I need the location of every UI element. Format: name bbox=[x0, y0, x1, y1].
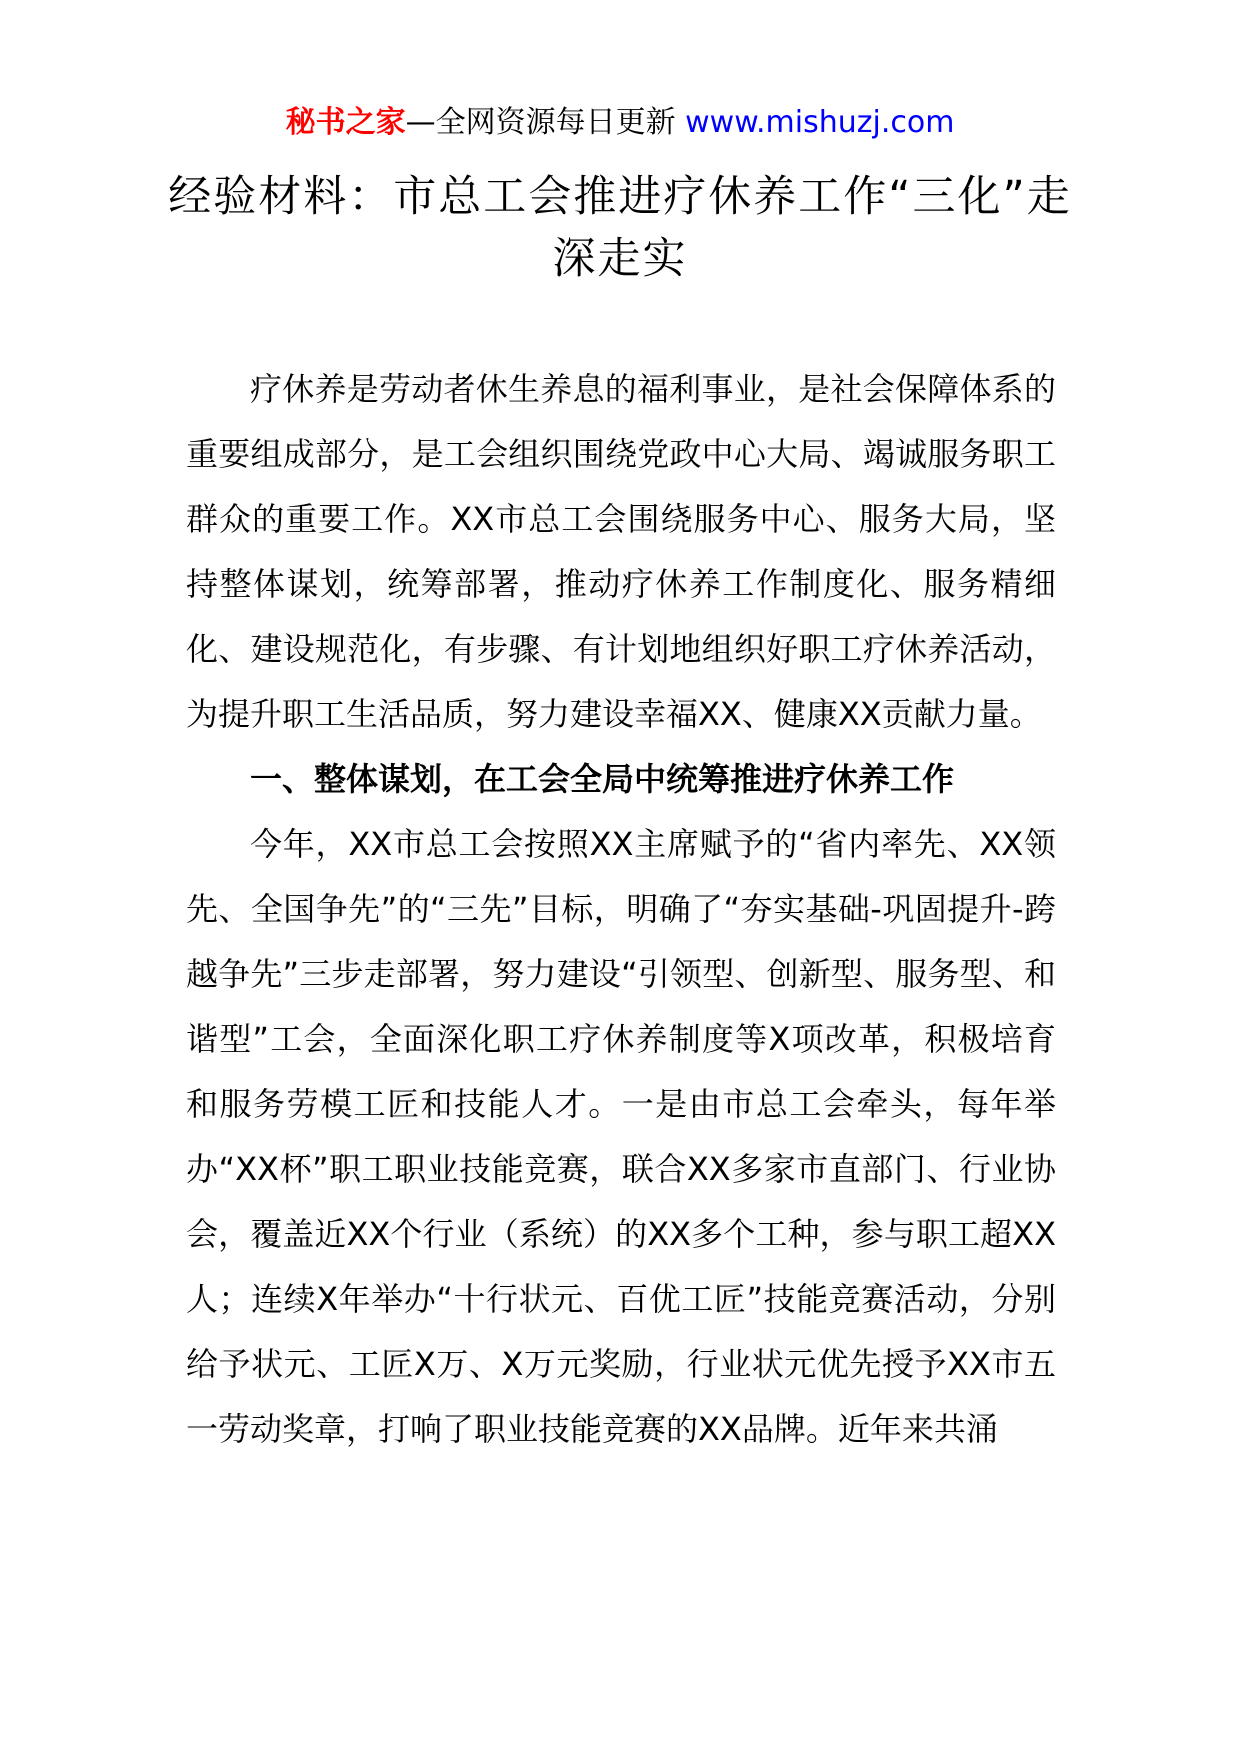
document-title: 经验材料：市总工会推进疗休养工作“三化”走深走实 bbox=[168, 172, 1072, 284]
section-heading-1: 一、整体谋划，在工会全局中统筹推进疗休养工作 bbox=[250, 760, 955, 798]
watermark-header bbox=[0, 103, 1240, 143]
body-paragraph-section-1: 今年，XX市总工会按照XX主席赋予的“省内率先、XX领先、全国争先”的“三先”目标，明确了“夯实基础-巩固提升-跨越争先”三步走部署，努力建设“引领型、创新型、服务型、和谐型”工会，全面深化职工疗休养制度等X项改革，积极培育和服务劳模工匠和技能人才。一是由市总工会牵头，每年举办“XX杯”职工职业技能竞赛，联合XX多家市直部门、行业协会，覆盖近XX个行业（系统）的XX多个工种，参与职工超XX人；连续X年举办“十行状元、百优工匠”技能竞赛活动，分别给予状元、工匠X万、X万元奖励，行业状元优先授予XX市五一劳动奖章，打响了职业技能竞赛的XX品牌。近年来共涌 bbox=[186, 825, 1056, 1448]
header-tagline: —全网资源每日更新 bbox=[405, 105, 676, 140]
body-paragraph-intro: 疗休养是劳动者休生养息的福利事业，是社会保障体系的重要组成部分，是工会组织围绕党政中心大局、竭诚服务职工群众的重要工作。XX市总工会围绕服务中心、服务大局，坚持整体谋划，统筹部署，推动疗休养工作制度化、服务精细化、建设规范化，有步骤、有计划地组织好职工疗休养活动，为提升职工生活品质，努力建设幸福XX、健康XX贡献力量。 bbox=[186, 370, 1056, 733]
document-body bbox=[186, 357, 1056, 1462]
site-url: www.mishuzj.com bbox=[685, 105, 955, 140]
brand-name: 秘书之家 bbox=[285, 105, 406, 140]
